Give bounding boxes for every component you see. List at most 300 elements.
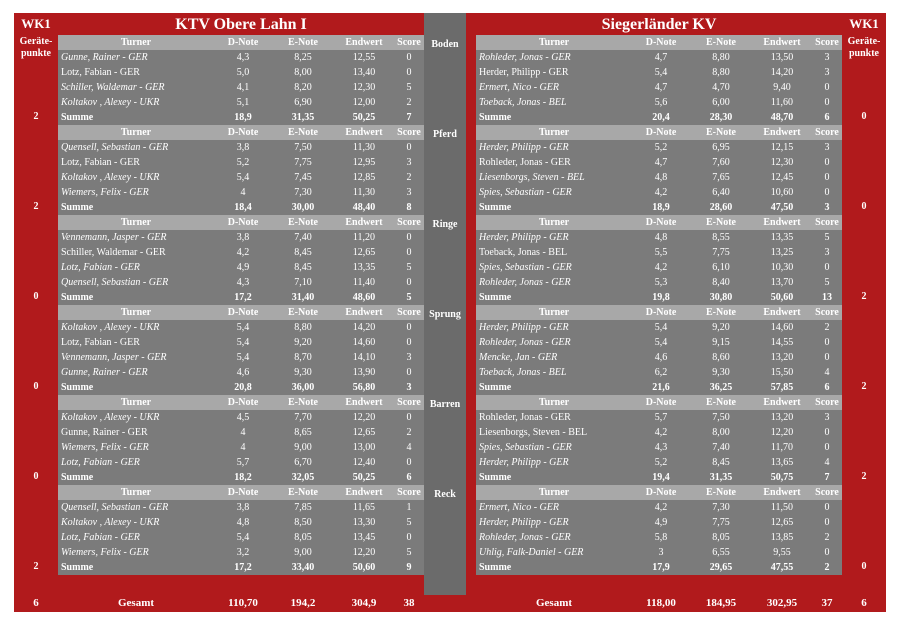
cell-score: 3 [406,352,412,363]
left-table-boden [58,35,424,125]
cell-d: 4 [240,427,246,438]
cell-e: 8,80 [294,322,312,333]
cell-d: 4,6 [654,352,668,363]
left-points-pferd: 2 [33,201,39,212]
left-points-reck: 2 [33,561,39,572]
sum-score: 7 [824,472,830,483]
gymnast-row [58,425,424,440]
header-d: D-Note [227,307,259,318]
apparatus-label-boden: Boden [431,39,459,50]
table-header [58,395,424,410]
cell-score: 2 [406,427,412,438]
cell-score: 0 [824,172,830,183]
cell-e: 7,40 [712,442,730,453]
apparatus-label-reck: Reck [434,489,456,500]
sum-d: 20,4 [652,112,670,123]
cell-e: 8,80 [712,52,730,63]
cell-d: 4,1 [236,82,250,93]
cell-end: 10,30 [770,262,794,273]
sum-label: Summe [479,472,512,483]
sum-end: 48,60 [352,292,376,303]
sum-row [58,290,424,305]
sum-e: 28,30 [709,112,733,123]
sum-d: 18,2 [234,472,252,483]
left-table-pferd [58,125,424,215]
cell-e: 6,40 [712,187,730,198]
table-header [58,305,424,320]
gymnast-name: Toeback, Jonas - BEL [479,247,568,258]
cell-e: 8,70 [294,352,312,363]
sum-row [476,200,842,215]
gymnast-name: Ermert, Nico - GER [479,82,559,93]
cell-e: 8,05 [294,532,312,543]
sum-label: Summe [479,202,512,213]
header-name: Turner [120,397,152,408]
gymnast-row [58,545,424,560]
sum-label: Summe [479,382,512,393]
sum-row [476,560,842,575]
gymnast-row [476,185,842,200]
sum-d: 17,2 [234,292,252,303]
header-e: E-Note [288,127,318,138]
cell-e: 7,75 [712,247,730,258]
cell-end: 15,50 [770,367,794,378]
sum-row [476,380,842,395]
cell-score: 0 [824,502,830,513]
cell-e: 8,65 [294,427,312,438]
cell-end: 12,85 [352,172,376,183]
sum-d: 17,2 [234,562,252,573]
right-points-barren: 2 [861,471,867,482]
cell-d: 5,2 [236,157,250,168]
gymnast-name: Vennemann, Jasper - GER [61,352,167,363]
cell-d: 4,2 [236,247,250,258]
left-points-barren: 0 [33,471,39,482]
cell-d: 4,2 [654,427,668,438]
cell-d: 4,3 [236,277,250,288]
gymnast-name: Mencke, Jan - GER [479,352,558,363]
cell-score: 0 [824,547,830,558]
cell-e: 8,00 [294,67,312,78]
sum-e: 36,00 [291,382,315,393]
cell-e: 7,85 [294,502,312,513]
gymnast-row [476,440,842,455]
table-header [476,485,842,500]
right-points-reck: 0 [861,561,867,572]
sum-end: 48,40 [352,202,376,213]
table-header [476,215,842,230]
cell-score: 3 [824,52,830,63]
cell-end: 10,60 [770,187,794,198]
cell-score: 3 [824,67,830,78]
cell-d: 5,5 [654,247,668,258]
table-header [58,35,424,50]
cell-e: 8,00 [712,427,730,438]
gymnast-name: Herder, Philipp - GER [479,232,569,243]
left-total-end: 304,9 [351,597,377,609]
header-d: D-Note [645,127,677,138]
cell-score: 3 [406,187,412,198]
cell-e: 7,50 [712,412,730,423]
cell-d: 5,4 [654,67,668,78]
cell-end: 11,65 [352,502,376,513]
gymnast-name: Lotz, Fabian - GER [61,457,140,468]
left-points-ringe: 0 [33,291,39,302]
cell-e: 9,20 [712,322,730,333]
cell-score: 5 [824,232,830,243]
cell-e: 8,25 [294,52,312,63]
cell-score: 0 [824,187,830,198]
cell-e: 6,95 [712,142,730,153]
gymnast-row [476,425,842,440]
gymnast-name: Lotz, Fabian - GER [61,337,140,348]
sum-d: 19,4 [652,472,670,483]
sum-score: 6 [824,382,830,393]
header-name: Turner [120,307,152,318]
left-points-column [14,13,58,612]
cell-end: 13,35 [352,262,376,273]
gymnast-row [58,185,424,200]
cell-end: 12,45 [770,172,794,183]
cell-d: 4,3 [236,52,250,63]
cell-end: 11,20 [352,232,376,243]
cell-end: 13,65 [770,457,794,468]
gymnast-row [58,530,424,545]
header-score: Score [815,127,839,138]
cell-score: 0 [824,262,830,273]
sum-row [58,110,424,125]
gymnast-row [476,260,842,275]
cell-end: 14,55 [770,337,794,348]
cell-d: 6,2 [654,367,668,378]
sum-label: Summe [61,292,94,303]
gymnast-row [58,155,424,170]
gymnast-name: Koltakov , Alexey - UKR [61,517,160,528]
cell-end: 12,15 [770,142,794,153]
header-d: D-Note [227,217,259,228]
cell-e: 6,90 [294,97,312,108]
header-name: Turner [538,217,570,228]
header-end: Endwert [345,217,383,228]
gymnast-name: Herder, Philipp - GER [479,67,569,78]
cell-end: 12,00 [352,97,376,108]
score-sheet [14,13,886,612]
cell-d: 3,8 [236,142,250,153]
sum-row [476,110,842,125]
gymnast-row [58,410,424,425]
header-d: D-Note [227,127,259,138]
cell-e: 9,20 [294,337,312,348]
cell-score: 3 [824,412,830,423]
cell-d: 4,8 [236,517,250,528]
right-total-d: 118,00 [646,597,676,609]
sum-d: 20,8 [234,382,252,393]
gymnast-name: Spies, Sebastian - GER [479,262,572,273]
gymnast-name: Spies, Sebastian - GER [479,187,572,198]
cell-score: 5 [406,82,412,93]
header-score: Score [397,397,421,408]
gymnast-row [476,455,842,470]
left-gesamt-label: Gesamt [117,597,155,609]
cell-end: 12,65 [352,247,376,258]
cell-score: 0 [406,457,412,468]
cell-d: 3,2 [236,547,250,558]
cell-e: 9,00 [294,442,312,453]
table-header [58,485,424,500]
cell-e: 9,00 [294,547,312,558]
gymnast-row [476,245,842,260]
gymnast-row [58,440,424,455]
header-e: E-Note [288,397,318,408]
table-header [58,215,424,230]
left-table-sprung [58,305,424,395]
gymnast-name: Ermert, Nico - GER [479,502,559,513]
cell-end: 13,00 [352,442,376,453]
header-name: Turner [538,487,570,498]
left-points-boden: 2 [33,111,39,122]
cell-d: 4 [240,442,246,453]
apparatus-label-ringe: Ringe [432,219,458,230]
gymnast-row [58,515,424,530]
cell-e: 8,55 [712,232,730,243]
table-header [476,305,842,320]
cell-d: 4,2 [654,262,668,273]
header-end: Endwert [763,37,801,48]
cell-e: 8,45 [294,247,312,258]
sum-e: 28,60 [709,202,733,213]
gymnast-name: Toeback, Jonas - BEL [479,97,567,108]
sum-score: 6 [406,472,412,483]
cell-d: 5,3 [654,277,668,288]
cell-e: 8,50 [294,517,312,528]
sum-row [476,290,842,305]
sum-score: 5 [406,292,412,303]
header-score: Score [815,307,839,318]
cell-end: 12,65 [770,517,794,528]
sum-row [58,560,424,575]
gymnast-name: Rohleder, Jonas - GER [479,532,571,543]
cell-e: 6,10 [712,262,730,273]
gymnast-name: Rohleder, Jonas - GER [479,337,571,348]
cell-end: 14,20 [770,67,794,78]
header-score: Score [397,307,421,318]
header-score: Score [815,37,839,48]
gymnast-name: Toeback, Jonas - BEL [479,367,567,378]
header-e: E-Note [706,307,736,318]
cell-d: 5,7 [236,457,250,468]
cell-end: 12,20 [352,412,376,423]
gymnast-row [58,365,424,380]
header-end: Endwert [763,307,801,318]
cell-d: 3,8 [236,502,250,513]
sum-e: 30,00 [291,202,315,213]
cell-d: 5,1 [236,97,250,108]
cell-d: 5,7 [654,412,668,423]
gymnast-name: Herder, Philipp - GER [479,517,569,528]
header-score: Score [397,217,421,228]
header-name: Turner [538,127,570,138]
header-name: Turner [538,37,570,48]
cell-e: 7,75 [712,517,730,528]
cell-d: 4 [240,187,246,198]
sum-row [58,200,424,215]
cell-end: 12,30 [352,82,376,93]
cell-end: 13,20 [770,352,794,363]
right-table-boden [476,35,842,125]
cell-e: 7,30 [712,502,730,513]
cell-end: 14,20 [352,322,376,333]
cell-d: 5,4 [236,532,250,543]
cell-score: 2 [406,172,412,183]
cell-score: 0 [406,52,412,63]
right-table-reck [476,485,842,575]
cell-end: 14,60 [352,337,376,348]
gymnast-row [58,50,424,65]
gymnast-name: Koltakov , Alexey - UKR [61,412,160,423]
gymnast-row [476,545,842,560]
left-table-ringe [58,215,424,305]
apparatus-label-barren: Barren [429,399,461,410]
header-name: Turner [120,127,152,138]
gymnast-name: Wiemers, Felix - GER [61,442,149,453]
sum-label: Summe [61,382,94,393]
cell-end: 11,30 [352,187,376,198]
header-end: Endwert [763,217,801,228]
cell-e: 9,15 [712,337,730,348]
header-name: Turner [120,487,152,498]
gymnast-name: Herder, Philipp - GER [479,457,569,468]
header-end: Endwert [763,127,801,138]
cell-e: 6,70 [294,457,312,468]
sum-e: 29,65 [709,562,733,573]
sum-d: 18,9 [652,202,670,213]
cell-d: 5,4 [654,337,668,348]
sum-score: 2 [824,562,830,573]
sum-end: 48,70 [770,112,794,123]
sum-label: Summe [61,472,94,483]
header-e: E-Note [288,217,318,228]
cell-score: 2 [824,322,830,333]
gymnast-name: Gunne, Rainer - GER [61,427,148,438]
cell-end: 12,40 [352,457,376,468]
gymnast-name: Quensell, Sebastian - GER [61,277,169,288]
table-header [476,125,842,140]
cell-e: 7,60 [712,157,730,168]
sum-end: 47,55 [770,562,794,573]
gymnast-name: Liesenborgs, Steven - BEL [479,172,585,183]
sum-row [58,380,424,395]
cell-d: 5,8 [654,532,668,543]
gymnast-row [476,155,842,170]
cell-score: 0 [406,142,412,153]
gymnast-name: Liesenborgs, Steven - BEL [479,427,588,438]
gymnast-name: Spies, Sebastian - GER [479,442,572,453]
header-d: D-Note [227,487,259,498]
cell-e: 7,40 [294,232,312,243]
header-d: D-Note [645,397,677,408]
right-table-barren [476,395,842,485]
gymnast-row [476,515,842,530]
gymnast-row [476,320,842,335]
gymnast-row [58,275,424,290]
cell-score: 0 [824,157,830,168]
gymnast-name: Herder, Philipp - GER [479,142,569,153]
header-end: Endwert [763,487,801,498]
right-points-boden: 0 [861,111,867,122]
gymnast-name: Rohleder, Jonas - GER [479,52,571,63]
gymnast-name: Koltakov , Alexey - UKR [61,172,160,183]
left-wk-label: WK1 [21,16,51,31]
right-points-ringe: 2 [861,291,867,302]
sum-end: 56,80 [352,382,376,393]
left-total-points: 6 [33,597,39,609]
sum-row [476,470,842,485]
sum-label: Summe [61,562,94,573]
cell-end: 12,95 [352,157,376,168]
left-points-sprung: 0 [33,381,39,392]
gymnast-row [58,65,424,80]
cell-score: 2 [406,97,412,108]
header-name: Turner [120,217,152,228]
cell-e: 9,30 [294,367,312,378]
right-points-column [842,13,886,612]
sum-label: Summe [61,112,94,123]
gymnast-row [476,230,842,245]
right-wk-label: WK1 [849,16,879,31]
cell-end: 13,85 [770,532,794,543]
right-geraetepunkte-label [842,36,886,60]
gymnast-name: Schiller, Waldemar - GER [61,82,165,93]
cell-end: 12,55 [352,52,376,63]
cell-end: 13,90 [352,367,376,378]
cell-end: 13,40 [352,67,376,78]
apparatus-label-sprung: Sprung [429,309,461,320]
cell-e: 8,80 [712,67,730,78]
header-d: D-Note [227,37,259,48]
header-name: Turner [538,397,570,408]
gymnast-row [476,335,842,350]
gymnast-name: Wiemers, Felix - GER [61,547,149,558]
cell-score: 4 [406,442,412,453]
header-d: D-Note [645,307,677,318]
cell-score: 1 [406,502,412,513]
gymnast-row [58,350,424,365]
gymnast-name: Gunne, Rainer - GER [61,367,148,378]
gymnast-row [476,170,842,185]
cell-end: 13,20 [770,412,794,423]
cell-d: 4,2 [654,502,668,513]
cell-score: 4 [824,457,830,468]
cell-e: 7,45 [294,172,312,183]
cell-e: 6,55 [712,547,730,558]
cell-e: 8,60 [712,352,730,363]
gymnast-row [476,65,842,80]
sum-score: 9 [406,562,412,573]
table-header [476,395,842,410]
header-e: E-Note [706,127,736,138]
gymnast-name: Wiemers, Felix - GER [61,187,149,198]
sum-d: 21,6 [652,382,670,393]
right-total-points: 6 [861,597,867,609]
header-end: Endwert [345,397,383,408]
header-e: E-Note [288,307,318,318]
cell-d: 5,4 [236,337,250,348]
table-header [476,35,842,50]
gymnast-name: Uhlig, Falk-Daniel - GER [479,547,584,558]
cell-d: 3,8 [236,232,250,243]
sum-end: 50,75 [770,472,794,483]
gymnast-row [476,140,842,155]
